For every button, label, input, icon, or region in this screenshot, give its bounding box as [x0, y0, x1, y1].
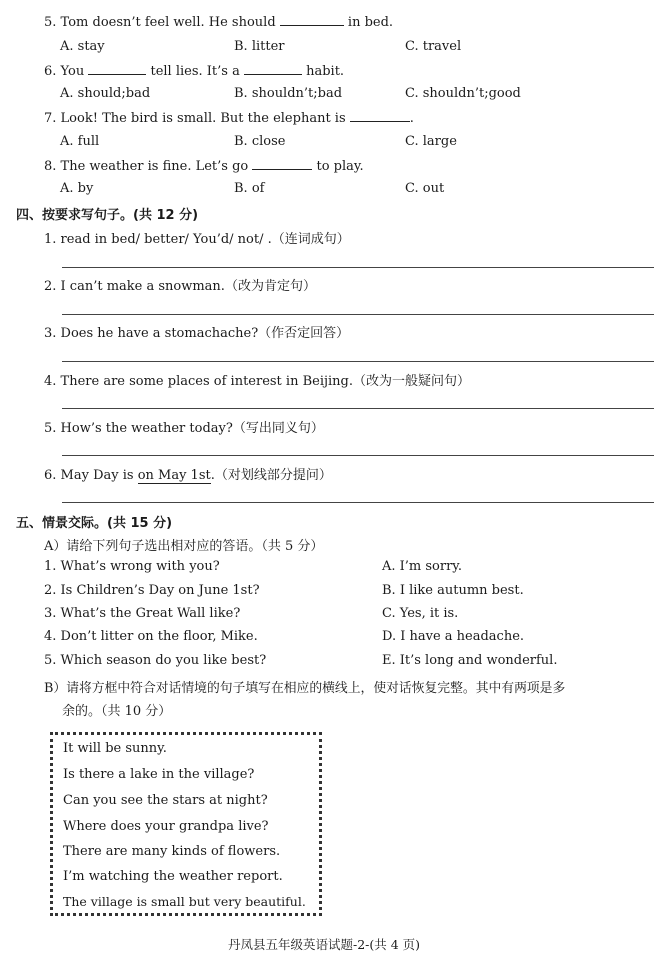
option-b[interactable]: B. litter [234, 39, 285, 54]
box-sentence-1[interactable]: It will be sunny. [63, 741, 167, 756]
part-b-title-line-2: 余的。（共 10 分） [62, 704, 172, 719]
part-a-answer-b[interactable]: B. I like autumn best. [382, 583, 524, 598]
part-a-answer-a[interactable]: A. I’m sorry. [382, 559, 463, 574]
question-number: 5. [44, 15, 57, 30]
answer-blank[interactable] [244, 62, 302, 75]
option-a[interactable]: A. should;bad [60, 86, 151, 101]
option-b[interactable]: B. close [234, 134, 286, 149]
s4-item-1: 1. read in bed/ better/ You’d/ not/ .（连词成句） [44, 232, 350, 247]
question-text: Tom doesn’t feel well. He should [60, 15, 280, 30]
question-5 [44, 13, 393, 30]
question-text: habit. [301, 64, 345, 79]
section-5-title: 五、情景交际。(共 15 分) [16, 516, 173, 531]
question-text: to play. [312, 159, 364, 174]
s4-item-6 [44, 464, 332, 483]
part-a-question-3: 3. What’s the Great Wall like? [44, 606, 241, 621]
box-sentence-2[interactable]: Is there a lake in the village? [63, 767, 255, 782]
answer-line[interactable] [62, 267, 654, 268]
box-sentence-6[interactable]: I’m watching the weather report. [63, 869, 283, 884]
question-text: Look! The bird is small. But the elephant is [60, 111, 350, 126]
answer-line[interactable] [62, 314, 654, 315]
answer-blank[interactable] [252, 157, 312, 170]
question-number: 8. [44, 159, 57, 174]
option-c[interactable]: C. out [405, 181, 445, 196]
answer-blank[interactable] [350, 109, 410, 122]
part-b-title-line-1: B）请将方框中符合对话情境的句子填写在相应的横线上，使对话恢复完整。其中有两项是多 [44, 681, 566, 696]
question-text: tell lies. It’s a [146, 64, 244, 79]
answer-line[interactable] [62, 455, 654, 456]
part-a-answer-d[interactable]: D. I have a headache. [382, 629, 525, 644]
part-a-question-5: 5. Which season do you like best? [44, 653, 267, 668]
question-text: . [409, 111, 414, 126]
question-6 [44, 62, 344, 79]
sentence-box [50, 732, 322, 916]
question-number: 6. [44, 64, 57, 79]
part-a-answer-e[interactable]: E. It’s long and wonderful. [382, 653, 558, 668]
option-c[interactable]: C. large [405, 134, 457, 149]
question-text: You [60, 64, 89, 79]
box-sentence-5[interactable]: There are many kinds of flowers. [63, 844, 281, 859]
item-instruction: .（对划线部分提问） [210, 468, 332, 483]
box-sentence-3[interactable]: Can you see the stars at night? [63, 793, 268, 808]
s4-item-2: 2. I can’t make a snowman.（改为肯定句） [44, 279, 316, 294]
s4-item-5: 5. How’s the weather today?（写出同义句） [44, 421, 324, 436]
part-a-question-1: 1. What’s wrong with you? [44, 559, 220, 574]
answer-line[interactable] [62, 361, 654, 362]
option-a[interactable]: A. stay [60, 39, 105, 54]
question-8 [44, 157, 364, 174]
option-b[interactable]: B. of [234, 181, 265, 196]
answer-line[interactable] [62, 502, 654, 503]
option-c[interactable]: C. shouldn’t;good [405, 86, 521, 101]
answer-blank[interactable] [280, 13, 344, 26]
part-a-answer-c[interactable]: C. Yes, it is. [382, 606, 459, 621]
box-sentence-4[interactable]: Where does your grandpa live? [63, 819, 269, 834]
item-text: 6. May Day is [44, 468, 138, 483]
option-b[interactable]: B. shouldn’t;bad [234, 86, 343, 101]
option-a[interactable]: A. full [60, 134, 100, 149]
question-number: 7. [44, 111, 57, 126]
answer-blank[interactable] [88, 62, 146, 75]
part-a-question-2: 2. Is Children’s Day on June 1st? [44, 583, 260, 598]
s4-item-4: 4. There are some places of interest in Beijing.（改为一般疑问句） [44, 374, 470, 389]
question-7 [44, 109, 414, 126]
underlined-phrase: on May 1st [137, 468, 211, 483]
s4-item-3: 3. Does he have a stomachache?（作否定回答） [44, 326, 350, 341]
section-4-title: 四、按要求写句子。(共 12 分) [16, 208, 199, 223]
part-a-title: A）请给下列句子选出相对应的答语。（共 5 分） [44, 539, 324, 554]
option-c[interactable]: C. travel [405, 39, 462, 54]
question-text: The weather is fine. Let’s go [60, 159, 253, 174]
page-footer: 丹凤县五年级英语试题-2-(共 4 页) [228, 937, 421, 952]
option-a[interactable]: A. by [60, 181, 94, 196]
part-a-question-4: 4. Don’t litter on the floor, Mike. [44, 629, 258, 644]
answer-line[interactable] [62, 408, 654, 409]
box-sentence-7[interactable]: The village is small but very beautiful. [63, 894, 306, 909]
question-text: in bed. [343, 15, 394, 30]
